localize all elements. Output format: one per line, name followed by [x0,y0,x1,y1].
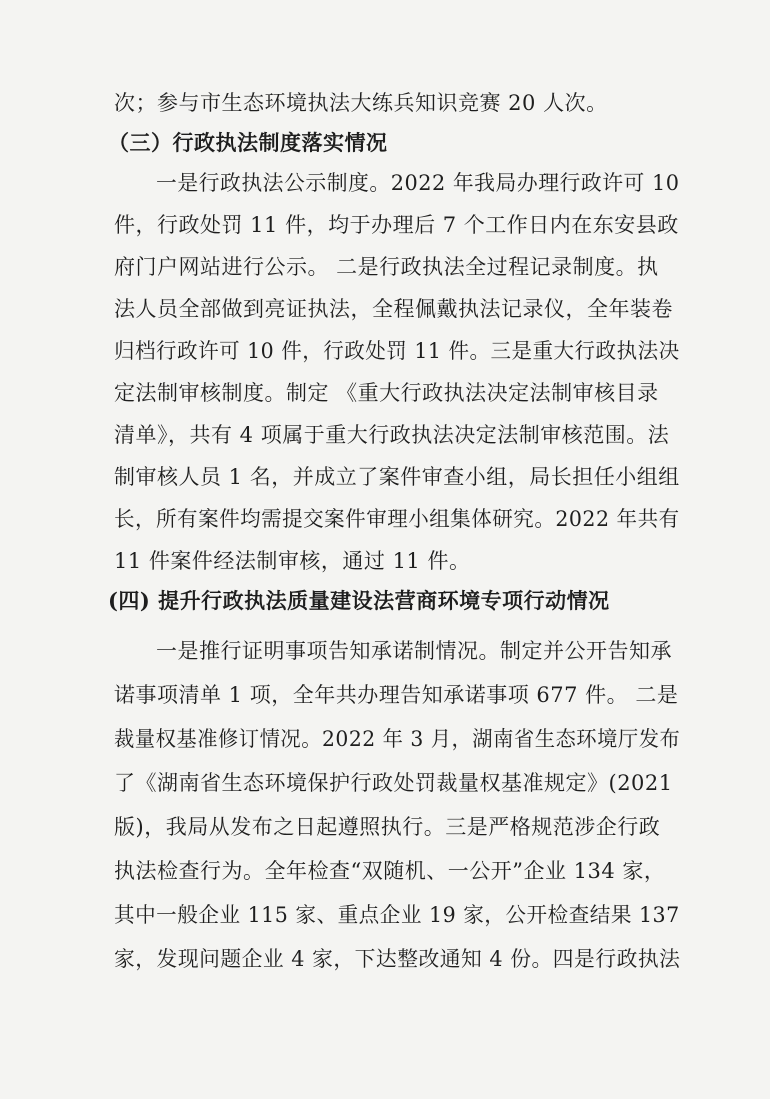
text-line: 了《湖南省生态环境保护行政处罚裁量权基准规定》(2021 [114,771,673,795]
text-line: 家，发现问题企业 4 家，下达整改通知 4 份。四是行政执法 [114,947,681,971]
text-line: 版)，我局从发布之日起遵照执行。三是严格规范涉企行政 [114,815,661,839]
text-line: 次；参与市生态环境执法大练兵知识竞赛 20 人次。 [114,91,608,115]
text-line: 件，行政处罚 11 件，均于办理后 7 个工作日内在东安县政 [114,213,679,237]
text-line: 一是行政执法公示制度。2022 年我局办理行政许可 10 [156,171,680,195]
text-line: 长，所有案件均需提交案件审理小组集体研究。2022 年共有 [114,507,680,531]
text-line: 裁量权基准修订情况。2022 年 3 月，湖南省生态环境厅发布 [114,727,681,751]
section-heading-4: (四) 提升行政执法质量建设法营商环境专项行动情况 [108,588,610,613]
text-line: 制审核人员 1 名，并成立了案件审查小组，局长担任小组组 [114,465,680,489]
text-line: 诺事项清单 1 项，全年共办理告知承诺事项 677 件。 二是 [114,683,679,707]
text-line: 定法制审核制度。制定 《重大行政执法决定法制审核目录 [114,381,659,405]
text-line: 清单》，共有 4 项属于重大行政执法决定法制审核范围。法 [114,423,670,447]
text-line: 法人员全部做到亮证执法，全程佩戴执法记录仪，全年装卷 [114,297,673,321]
text-line: 其中一般企业 115 家、重点企业 19 家，公开检查结果 137 [114,903,680,927]
text-line: 府门户网站进行公示。 二是行政执法全过程记录制度。执 [114,255,659,279]
text-line: 一是推行证明事项告知承诺制情况。制定并公开告知承 [156,639,672,663]
text-line: 11 件案件经法制审核，通过 11 件。 [114,549,471,573]
text-line: 归档行政许可 10 件，行政处罚 11 件。三是重大行政执法决 [114,339,680,363]
text-line: 执法检查行为。全年检查“双随机、一公开”企业 134 家， [114,859,666,883]
section-heading-3: （三）行政执法制度落实情况 [108,130,388,155]
